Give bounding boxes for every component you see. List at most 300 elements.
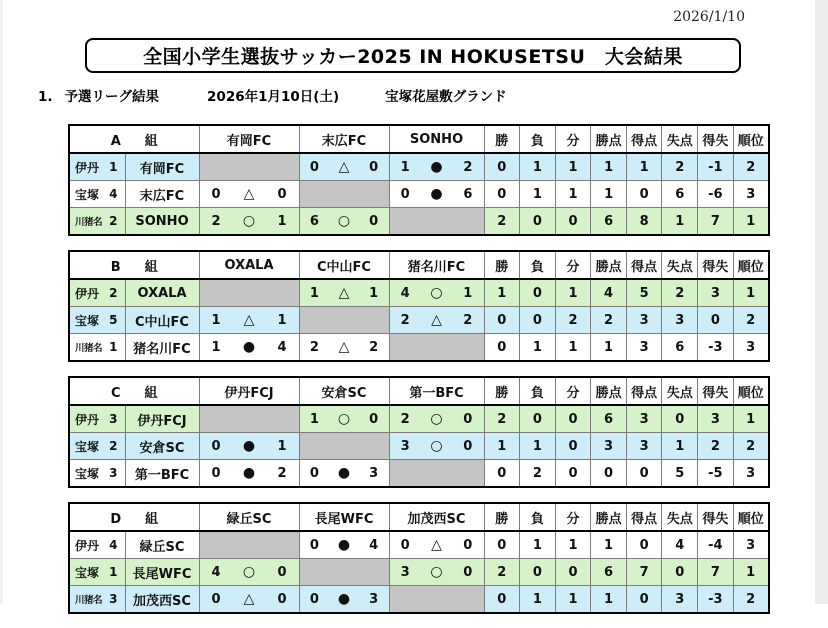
score-for: 4	[400, 285, 410, 301]
region-label: 宝塚	[75, 439, 100, 454]
result-mark: ○	[242, 213, 256, 229]
stat-header: 勝	[484, 251, 520, 279]
stat-cell: 2	[733, 153, 769, 181]
stat-header: 負	[520, 251, 556, 279]
stat-cell: -4	[698, 531, 734, 559]
page-edge-right	[815, 0, 828, 604]
stat-cell: 3	[626, 334, 662, 362]
opponent-header: OXALA	[199, 251, 299, 279]
result-mark: ●	[242, 339, 256, 355]
group-letter: C	[110, 385, 121, 401]
group-header-row	[69, 503, 769, 531]
opponent-header: 緑丘SC	[199, 503, 299, 531]
page-title: 全国小学生選抜サッカー2025 IN HOKUSETSU 大会結果	[143, 46, 683, 68]
score-for: 0	[211, 591, 221, 607]
match-date: 2026年1月10日(土)	[207, 89, 340, 105]
stat-cell: 1	[520, 531, 556, 559]
group-letter: A	[110, 133, 121, 149]
match-result-cell	[389, 405, 484, 433]
stat-cell: 1	[733, 279, 769, 307]
region-number: 3	[109, 466, 118, 480]
match-result-cell	[299, 208, 389, 236]
team-row	[69, 531, 769, 559]
stat-header: 順位	[733, 125, 769, 153]
diagonal-cell	[389, 586, 484, 614]
match-result-cell	[199, 559, 299, 586]
stat-cell: 2	[520, 460, 556, 488]
group-header-row	[69, 377, 769, 405]
stat-cell: 6	[662, 334, 698, 362]
stat-cell: 4	[591, 279, 627, 307]
region-number: 1	[109, 565, 118, 579]
group-name-header	[69, 125, 199, 153]
stat-cell: 2	[484, 405, 520, 433]
stat-header: 分	[555, 377, 591, 405]
team-row	[69, 405, 769, 433]
team-row	[69, 433, 769, 460]
score-against: 0	[369, 159, 379, 175]
team-name-cell: 猪名川FC	[125, 334, 199, 362]
score-for: 2	[400, 411, 410, 427]
group-letter: D	[110, 511, 122, 527]
stat-cell: 5	[626, 279, 662, 307]
score-against: 1	[463, 285, 473, 301]
match-result-cell	[299, 279, 389, 307]
region-cell	[69, 279, 125, 307]
match-result-cell	[199, 181, 299, 208]
stat-cell: 6	[591, 405, 627, 433]
stat-cell: -6	[698, 181, 734, 208]
stat-cell: 2	[662, 153, 698, 181]
region-cell	[69, 153, 125, 181]
section-heading	[38, 85, 507, 105]
region-label: 伊丹	[75, 286, 100, 301]
region-cell	[69, 460, 125, 488]
stat-cell: 2	[555, 307, 591, 334]
stat-header: 勝点	[591, 377, 627, 405]
result-mark: ○	[337, 411, 351, 427]
score-against: 0	[463, 438, 473, 454]
result-mark: ●	[430, 186, 443, 202]
stat-cell: 1	[662, 208, 698, 236]
score-against: 0	[277, 186, 287, 202]
stat-header: 勝	[484, 377, 520, 405]
match-result-cell	[389, 181, 484, 208]
diagonal-cell	[299, 559, 389, 586]
stat-header: 勝点	[591, 503, 627, 531]
section-number: 1.	[38, 89, 53, 105]
stat-cell: 2	[591, 307, 627, 334]
group-suffix: 組	[144, 133, 158, 149]
stat-cell: 0	[698, 307, 734, 334]
opponent-header: C中山FC	[299, 251, 389, 279]
stat-cell: 0	[626, 531, 662, 559]
opponent-header: 末広FC	[299, 125, 389, 153]
stat-cell: 1	[520, 433, 556, 460]
team-name-cell: 有岡FC	[125, 153, 199, 181]
stat-cell: 0	[484, 153, 520, 181]
diagonal-cell	[199, 279, 299, 307]
group-suffix: 組	[144, 385, 158, 401]
region-number: 1	[109, 160, 118, 174]
score-against: 3	[369, 591, 379, 607]
stat-cell: 2	[484, 208, 520, 236]
team-row	[69, 460, 769, 488]
score-for: 1	[309, 411, 319, 427]
match-result-cell	[199, 307, 299, 334]
stat-cell: 3	[698, 279, 734, 307]
group-suffix: 組	[144, 259, 158, 275]
stat-cell: 2	[662, 279, 698, 307]
stat-header: 得点	[626, 125, 662, 153]
stat-cell: 1	[520, 586, 556, 614]
stat-cell: 1	[484, 433, 520, 460]
region-number: 4	[109, 187, 118, 201]
score-for: 3	[400, 564, 410, 580]
stat-cell: 3	[733, 531, 769, 559]
match-result-cell	[199, 334, 299, 362]
score-for: 3	[400, 438, 410, 454]
stat-cell: 3	[662, 307, 698, 334]
stat-cell: 3	[733, 181, 769, 208]
stat-cell: 7	[698, 208, 734, 236]
stat-header: 失点	[662, 251, 698, 279]
team-row	[69, 307, 769, 334]
stat-cell: 1	[591, 334, 627, 362]
stat-cell: 1	[555, 153, 591, 181]
score-for: 0	[211, 465, 221, 481]
diagonal-cell	[199, 153, 299, 181]
result-mark: △	[338, 285, 350, 301]
score-for: 0	[309, 159, 319, 175]
region-cell	[69, 181, 125, 208]
stat-cell: 3	[591, 433, 627, 460]
stat-cell: 1	[733, 559, 769, 586]
region-label: 川猪名	[75, 595, 103, 606]
opponent-header: 加茂西SC	[389, 503, 484, 531]
score-for: 6	[309, 213, 319, 229]
match-result-cell	[199, 208, 299, 236]
score-for: 0	[309, 465, 319, 481]
opponent-header: 安倉SC	[299, 377, 389, 405]
result-mark: △	[431, 312, 442, 328]
result-mark: ○	[430, 411, 443, 427]
document-date: 2026/1/10	[673, 9, 745, 25]
score-for: 0	[211, 438, 221, 454]
region-number: 3	[109, 592, 118, 606]
team-row	[69, 334, 769, 362]
opponent-header: 第一BFC	[389, 377, 484, 405]
score-against: 2	[369, 339, 379, 355]
score-against: 0	[277, 564, 287, 580]
score-for: 0	[309, 537, 319, 553]
group-name-header	[69, 503, 199, 531]
team-row	[69, 153, 769, 181]
region-cell	[69, 433, 125, 460]
team-row	[69, 208, 769, 236]
stat-header: 順位	[733, 377, 769, 405]
group-table-b	[68, 250, 770, 362]
stat-cell: 0	[555, 460, 591, 488]
result-mark: ●	[242, 438, 256, 454]
stat-cell: 0	[626, 460, 662, 488]
stat-cell: 5	[662, 460, 698, 488]
match-result-cell	[199, 433, 299, 460]
stat-cell: 4	[662, 531, 698, 559]
stat-header: 分	[555, 503, 591, 531]
result-mark: △	[338, 159, 350, 175]
stat-cell: 0	[520, 208, 556, 236]
stat-cell: 7	[626, 559, 662, 586]
match-result-cell	[389, 153, 484, 181]
team-name-cell: 長尾WFC	[125, 559, 199, 586]
stat-cell: 1	[555, 181, 591, 208]
score-against: 1	[277, 213, 287, 229]
result-mark: ○	[242, 564, 256, 580]
group-table-c	[68, 376, 770, 488]
group-header-row	[69, 125, 769, 153]
stat-header: 順位	[733, 503, 769, 531]
group-table-d	[68, 502, 770, 614]
opponent-header: 長尾WFC	[299, 503, 389, 531]
score-against: 1	[369, 285, 379, 301]
stat-header: 負	[520, 503, 556, 531]
region-cell	[69, 531, 125, 559]
stat-header: 勝点	[591, 251, 627, 279]
team-name-cell: 末広FC	[125, 181, 199, 208]
stat-cell: -3	[698, 586, 734, 614]
stat-cell: 1	[626, 153, 662, 181]
stat-cell: 3	[662, 586, 698, 614]
score-for: 1	[211, 339, 221, 355]
stat-cell: -3	[698, 334, 734, 362]
result-mark: ○	[430, 285, 443, 301]
stat-header: 得失	[698, 503, 734, 531]
team-row	[69, 586, 769, 614]
score-against: 2	[463, 159, 473, 175]
stat-header: 負	[520, 125, 556, 153]
result-mark: ●	[242, 465, 256, 481]
region-cell	[69, 586, 125, 614]
team-name-cell: 加茂西SC	[125, 586, 199, 614]
result-mark: ●	[337, 465, 351, 481]
match-result-cell	[299, 460, 389, 488]
stat-cell: 0	[484, 307, 520, 334]
region-label: 伊丹	[75, 412, 100, 427]
team-name-cell: C中山FC	[125, 307, 199, 334]
score-against: 2	[277, 465, 287, 481]
stat-cell: 1	[555, 334, 591, 362]
diagonal-cell	[299, 307, 389, 334]
region-label: 宝塚	[75, 187, 100, 202]
stat-header: 分	[555, 251, 591, 279]
diagonal-cell	[389, 208, 484, 236]
score-against: 1	[277, 438, 287, 454]
group-name-header	[69, 377, 199, 405]
score-against: 0	[369, 213, 379, 229]
stat-cell: -1	[698, 153, 734, 181]
stat-cell: 6	[591, 208, 627, 236]
match-result-cell	[389, 433, 484, 460]
group-name-header	[69, 251, 199, 279]
stat-header: 勝	[484, 503, 520, 531]
stat-cell: 1	[555, 531, 591, 559]
stat-cell: 0	[591, 460, 627, 488]
stat-header: 得点	[626, 503, 662, 531]
stat-header: 勝	[484, 125, 520, 153]
stat-cell: 1	[520, 334, 556, 362]
region-number: 2	[109, 286, 118, 300]
stat-cell: 8	[626, 208, 662, 236]
stat-cell: 1	[555, 586, 591, 614]
stat-header: 順位	[733, 251, 769, 279]
score-for: 2	[211, 213, 221, 229]
result-mark: ●	[337, 591, 351, 607]
stat-cell: 3	[733, 460, 769, 488]
stat-cell: 0	[555, 559, 591, 586]
score-against: 6	[463, 186, 473, 202]
match-result-cell	[389, 279, 484, 307]
region-number: 1	[109, 340, 118, 354]
opponent-header: SONHO	[389, 125, 484, 153]
stat-cell: 1	[591, 153, 627, 181]
stat-header: 得点	[626, 377, 662, 405]
stat-cell: 0	[520, 559, 556, 586]
stat-cell: 0	[520, 307, 556, 334]
stat-cell: 0	[626, 181, 662, 208]
stat-cell: 0	[520, 279, 556, 307]
stat-cell: 1	[733, 208, 769, 236]
match-result-cell	[299, 153, 389, 181]
stat-cell: -5	[698, 460, 734, 488]
diagonal-cell	[389, 460, 484, 488]
region-label: 伊丹	[75, 160, 100, 175]
stat-cell: 0	[484, 181, 520, 208]
stat-cell: 2	[733, 433, 769, 460]
opponent-header: 有岡FC	[199, 125, 299, 153]
stat-cell: 1	[520, 153, 556, 181]
result-mark: △	[243, 186, 255, 202]
stat-header: 得失	[698, 377, 734, 405]
team-row	[69, 181, 769, 208]
region-label: 宝塚	[75, 565, 100, 580]
score-for: 0	[400, 537, 410, 553]
tables	[68, 124, 770, 628]
stat-cell: 3	[733, 334, 769, 362]
match-result-cell	[299, 405, 389, 433]
stat-header: 負	[520, 377, 556, 405]
result-mark: △	[243, 312, 255, 328]
score-for: 0	[309, 591, 319, 607]
match-result-cell	[199, 460, 299, 488]
match-result-cell	[389, 531, 484, 559]
stat-cell: 1	[733, 405, 769, 433]
stat-cell: 1	[555, 279, 591, 307]
match-result-cell	[389, 307, 484, 334]
stat-header: 失点	[662, 377, 698, 405]
score-for: 1	[309, 285, 319, 301]
stat-cell: 6	[662, 181, 698, 208]
stat-cell: 0	[484, 531, 520, 559]
result-mark: △	[243, 591, 255, 607]
stat-cell: 3	[626, 405, 662, 433]
opponent-header: 伊丹FCJ	[199, 377, 299, 405]
region-label: 宝塚	[75, 313, 100, 328]
score-against: 0	[463, 411, 473, 427]
score-against: 2	[463, 312, 473, 328]
stat-cell: 6	[591, 559, 627, 586]
region-number: 2	[109, 439, 118, 453]
diagonal-cell	[199, 405, 299, 433]
stat-cell: 0	[555, 433, 591, 460]
region-cell	[69, 307, 125, 334]
page-edge-left	[0, 0, 3, 604]
team-row	[69, 279, 769, 307]
stat-header: 勝点	[591, 125, 627, 153]
stat-cell: 0	[662, 405, 698, 433]
match-result-cell	[299, 586, 389, 614]
stat-cell: 1	[520, 181, 556, 208]
team-name-cell: SONHO	[125, 208, 199, 236]
stat-cell: 0	[484, 334, 520, 362]
stat-cell: 2	[733, 307, 769, 334]
stat-cell: 1	[591, 181, 627, 208]
result-mark: △	[431, 537, 442, 553]
stat-header: 分	[555, 125, 591, 153]
stat-cell: 2	[484, 559, 520, 586]
match-result-cell	[299, 531, 389, 559]
stat-cell: 1	[662, 433, 698, 460]
result-mark: ○	[430, 438, 443, 454]
team-row	[69, 559, 769, 586]
match-result-cell	[389, 559, 484, 586]
venue-label: 宝塚花屋敷グランド	[385, 89, 507, 105]
group-header-row	[69, 251, 769, 279]
team-name-cell: OXALA	[125, 279, 199, 307]
score-for: 0	[211, 186, 221, 202]
score-for: 1	[400, 159, 410, 175]
group-letter: B	[110, 259, 121, 275]
stat-header: 失点	[662, 125, 698, 153]
stat-cell: 3	[626, 307, 662, 334]
score-against: 0	[369, 411, 379, 427]
stat-header: 得失	[698, 251, 734, 279]
region-number: 4	[109, 538, 118, 552]
stat-cell: 7	[698, 559, 734, 586]
team-name-cell: 安倉SC	[125, 433, 199, 460]
group-suffix: 組	[145, 511, 159, 527]
score-for: 4	[211, 564, 221, 580]
score-against: 4	[369, 537, 379, 553]
opponent-header: 猪名川FC	[389, 251, 484, 279]
stat-cell: 0	[555, 208, 591, 236]
stat-cell: 0	[662, 559, 698, 586]
result-mark: ●	[430, 159, 443, 175]
region-number: 2	[109, 214, 118, 228]
diagonal-cell	[199, 531, 299, 559]
result-mark: ○	[337, 213, 351, 229]
score-against: 0	[463, 564, 473, 580]
region-label: 宝塚	[75, 466, 100, 481]
score-against: 3	[369, 465, 379, 481]
score-for: 1	[211, 312, 221, 328]
match-result-cell	[199, 586, 299, 614]
result-mark: ○	[430, 564, 443, 580]
title-box	[85, 38, 741, 73]
region-cell	[69, 208, 125, 236]
region-number: 5	[109, 313, 118, 327]
score-against: 0	[277, 591, 287, 607]
